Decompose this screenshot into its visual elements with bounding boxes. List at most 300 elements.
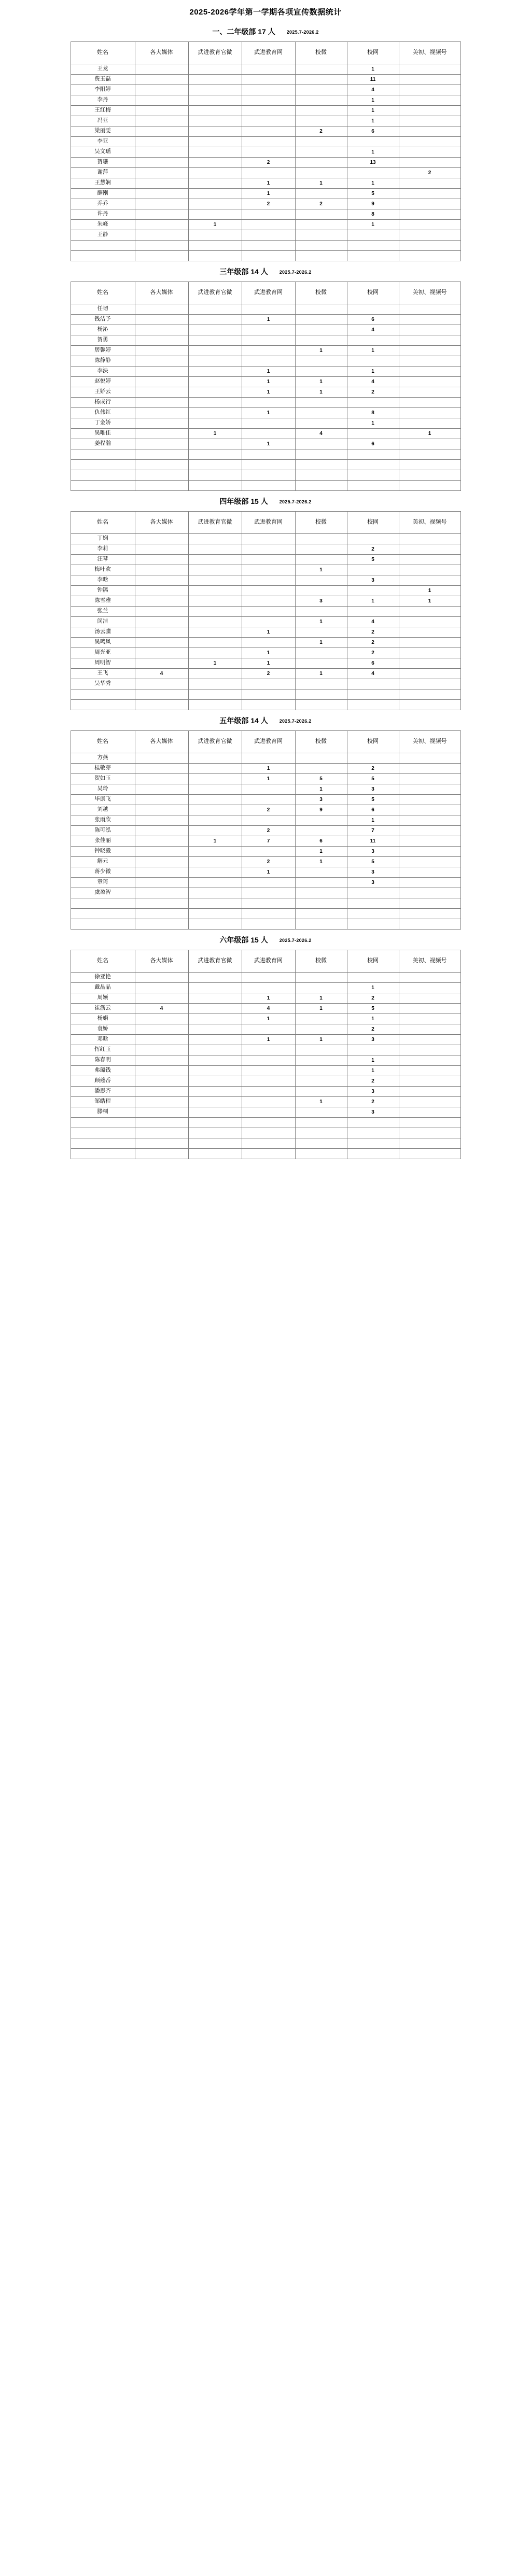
- cell-wjw: [242, 137, 295, 147]
- cell-media: [135, 627, 188, 638]
- cell-name: 张佳丽: [71, 836, 135, 847]
- cell-xwang: [347, 1118, 399, 1128]
- table-row: [71, 679, 460, 689]
- table-row: [71, 137, 460, 147]
- cell-media: [135, 617, 188, 627]
- cell-name: 李阳婷: [71, 85, 135, 95]
- cell-xwang: [347, 565, 399, 575]
- cell-xw: [295, 1107, 347, 1118]
- cell-name: 蒋少微: [71, 867, 135, 878]
- cell-xw: [295, 627, 347, 638]
- cell-wjw: [242, 64, 295, 75]
- cell-media: [135, 189, 188, 199]
- cell-xwang: [347, 449, 399, 460]
- cell-mc: [399, 398, 460, 408]
- cell-xw: 1: [295, 857, 347, 867]
- table-row: [71, 470, 460, 481]
- cell-xwang: [347, 700, 399, 710]
- cell-xw: [295, 826, 347, 836]
- cell-xwang: [347, 973, 399, 983]
- cell-mc: [399, 544, 460, 555]
- cell-xwang: [347, 1128, 399, 1138]
- cell-mc: [399, 1014, 460, 1024]
- cell-xw: [295, 1076, 347, 1087]
- cell-mc: [399, 836, 460, 847]
- cell-mc: [399, 1138, 460, 1149]
- cell-wjw: [242, 607, 295, 617]
- cell-wjgw: [188, 1055, 242, 1066]
- cell-mc: 1: [399, 586, 460, 596]
- cell-wjgw: [188, 544, 242, 555]
- table-row: [71, 367, 460, 377]
- cell-xwang: [347, 753, 399, 764]
- cell-xwang: [347, 586, 399, 596]
- cell-xw: [295, 220, 347, 230]
- column-header-mc: 美初、视频号: [399, 512, 460, 534]
- cell-xw: [295, 158, 347, 168]
- cell-wjgw: [188, 784, 242, 795]
- cell-xw: [295, 867, 347, 878]
- cell-wjw: [242, 575, 295, 586]
- cell-wjw: [242, 470, 295, 481]
- cell-wjw: [242, 753, 295, 764]
- cell-wjw: [242, 1045, 295, 1055]
- cell-wjgw: [188, 669, 242, 679]
- table-row: [71, 147, 460, 158]
- table-row: [71, 867, 460, 878]
- cell-name: 陈静静: [71, 356, 135, 367]
- cell-xwang: [347, 679, 399, 689]
- cell-wjgw: [188, 534, 242, 544]
- cell-name: 方燕: [71, 753, 135, 764]
- cell-media: [135, 470, 188, 481]
- table-header-row: [71, 282, 460, 304]
- cell-wjw: [242, 1087, 295, 1097]
- cell-mc: [399, 1055, 460, 1066]
- cell-media: [135, 909, 188, 919]
- cell-mc: [399, 919, 460, 930]
- cell-media: [135, 209, 188, 220]
- cell-name: 章琦: [71, 878, 135, 888]
- cell-wjw: [242, 449, 295, 460]
- cell-wjw: [242, 251, 295, 261]
- table-row: [71, 387, 460, 398]
- cell-name: 钟晓毅: [71, 847, 135, 857]
- cell-xwang: [347, 398, 399, 408]
- cell-name: 居馨婷: [71, 346, 135, 356]
- column-header-name: 姓名: [71, 42, 135, 64]
- cell-wjgw: [188, 116, 242, 126]
- cell-xwang: 5: [347, 774, 399, 784]
- cell-xw: [295, 147, 347, 158]
- cell-mc: [399, 75, 460, 85]
- cell-xw: [295, 470, 347, 481]
- table-row: [71, 596, 460, 607]
- cell-xw: [295, 555, 347, 565]
- cell-name: [71, 909, 135, 919]
- cell-mc: [399, 230, 460, 241]
- cell-wjw: [242, 398, 295, 408]
- cell-media: [135, 387, 188, 398]
- cell-xw: [295, 1138, 347, 1149]
- table-row: [71, 449, 460, 460]
- table-row: [71, 209, 460, 220]
- cell-media: [135, 534, 188, 544]
- cell-wjw: 1: [242, 439, 295, 449]
- cell-media: 4: [135, 1004, 188, 1014]
- table-row: [71, 669, 460, 679]
- cell-mc: [399, 158, 460, 168]
- cell-wjgw: [188, 168, 242, 178]
- cell-xwang: 2: [347, 627, 399, 638]
- cell-xwang: [347, 335, 399, 346]
- cell-name: [71, 898, 135, 909]
- cell-mc: [399, 377, 460, 387]
- cell-media: [135, 429, 188, 439]
- table-row: [71, 774, 460, 784]
- column-header-name: 姓名: [71, 731, 135, 753]
- cell-name: 周颖: [71, 993, 135, 1004]
- cell-media: [135, 1128, 188, 1138]
- cell-wjw: 1: [242, 178, 295, 189]
- table-row: [71, 555, 460, 565]
- cell-wjgw: [188, 209, 242, 220]
- cell-wjgw: [188, 1138, 242, 1149]
- cell-xw: [295, 1014, 347, 1024]
- cell-wjw: 1: [242, 189, 295, 199]
- cell-mc: [399, 898, 460, 909]
- table-row: [71, 158, 460, 168]
- cell-name: [71, 700, 135, 710]
- cell-mc: [399, 826, 460, 836]
- table-row: [71, 658, 460, 669]
- cell-wjw: [242, 565, 295, 575]
- column-header-xwang: 校网: [347, 282, 399, 304]
- table-header-row: [71, 950, 460, 973]
- statistics-table: [71, 281, 461, 491]
- cell-wjw: 1: [242, 627, 295, 638]
- cell-name: [71, 1118, 135, 1128]
- table-row: [71, 398, 460, 408]
- cell-wjw: [242, 544, 295, 555]
- cell-wjw: [242, 847, 295, 857]
- column-header-name: 姓名: [71, 512, 135, 534]
- table-row: [71, 418, 460, 429]
- cell-xwang: 6: [347, 658, 399, 669]
- table-row: [71, 764, 460, 774]
- cell-mc: [399, 679, 460, 689]
- cell-xwang: 1: [347, 147, 399, 158]
- cell-wjw: [242, 429, 295, 439]
- cell-xw: [295, 1087, 347, 1097]
- cell-wjw: [242, 85, 295, 95]
- cell-wjw: [242, 460, 295, 470]
- cell-name: 贺勇: [71, 335, 135, 346]
- cell-mc: [399, 251, 460, 261]
- cell-mc: [399, 241, 460, 251]
- cell-name: 刘越: [71, 805, 135, 815]
- column-header-xw: 校微: [295, 42, 347, 64]
- cell-xw: [295, 367, 347, 377]
- cell-mc: [399, 387, 460, 398]
- column-header-mc: 美初、视频号: [399, 282, 460, 304]
- cell-name: 桂敬芽: [71, 764, 135, 774]
- table-row: [71, 75, 460, 85]
- cell-media: [135, 418, 188, 429]
- cell-wjgw: [188, 857, 242, 867]
- table-row: [71, 1118, 460, 1128]
- cell-wjgw: [188, 764, 242, 774]
- cell-xwang: 2: [347, 638, 399, 648]
- cell-xwang: 4: [347, 325, 399, 335]
- cell-xwang: 5: [347, 1004, 399, 1014]
- table-row: [71, 815, 460, 826]
- cell-wjw: 4: [242, 1004, 295, 1014]
- cell-name: 谢萍: [71, 168, 135, 178]
- spacer: [0, 17, 531, 21]
- cell-name: [71, 481, 135, 491]
- cell-wjgw: [188, 888, 242, 898]
- cell-media: [135, 805, 188, 815]
- cell-xw: [295, 689, 347, 700]
- cell-xwang: 3: [347, 878, 399, 888]
- cell-wjgw: [188, 607, 242, 617]
- cell-wjgw: [188, 1107, 242, 1118]
- cell-wjw: [242, 909, 295, 919]
- cell-xwang: [347, 919, 399, 930]
- cell-media: [135, 648, 188, 658]
- cell-xw: [295, 973, 347, 983]
- cell-media: [135, 408, 188, 418]
- cell-media: [135, 1055, 188, 1066]
- cell-wjw: 1: [242, 1035, 295, 1045]
- cell-mc: [399, 1004, 460, 1014]
- cell-wjgw: [188, 627, 242, 638]
- cell-mc: [399, 815, 460, 826]
- cell-name: 陈雪雅: [71, 596, 135, 607]
- cell-name: 任韧: [71, 304, 135, 315]
- cell-mc: [399, 795, 460, 805]
- cell-wjw: 1: [242, 993, 295, 1004]
- table-row: [71, 805, 460, 815]
- cell-media: [135, 1076, 188, 1087]
- cell-xwang: [347, 1138, 399, 1149]
- cell-media: [135, 836, 188, 847]
- cell-xwang: 6: [347, 439, 399, 449]
- table-row: [71, 784, 460, 795]
- cell-media: [135, 367, 188, 377]
- column-header-mc: 美初、视频号: [399, 42, 460, 64]
- table-row: [71, 1024, 460, 1035]
- cell-mc: [399, 335, 460, 346]
- cell-xwang: [347, 137, 399, 147]
- table-row: [71, 627, 460, 638]
- table-row: [71, 586, 460, 596]
- cell-name: 薛刚: [71, 189, 135, 199]
- cell-media: [135, 315, 188, 325]
- table-row: [71, 888, 460, 898]
- cell-mc: [399, 470, 460, 481]
- column-header-wjw: 武进教育网: [242, 950, 295, 973]
- cell-mc: [399, 983, 460, 993]
- cell-mc: [399, 1097, 460, 1107]
- cell-xw: [295, 1118, 347, 1128]
- column-header-xw: 校微: [295, 950, 347, 973]
- cell-xw: 9: [295, 805, 347, 815]
- cell-xwang: 6: [347, 315, 399, 325]
- cell-name: 仇伟红: [71, 408, 135, 418]
- cell-xwang: 1: [347, 367, 399, 377]
- cell-xw: [295, 575, 347, 586]
- cell-xwang: 1: [347, 1066, 399, 1076]
- table-row: [71, 617, 460, 627]
- cell-media: [135, 346, 188, 356]
- cell-wjgw: [188, 1118, 242, 1128]
- cell-xw: [295, 408, 347, 418]
- cell-mc: [399, 1118, 460, 1128]
- cell-media: [135, 158, 188, 168]
- table-header-row: [71, 731, 460, 753]
- cell-wjgw: [188, 1024, 242, 1035]
- section-heading-label: 一、二年级部 17 人: [212, 27, 275, 36]
- cell-media: [135, 481, 188, 491]
- cell-name: 毕康飞: [71, 795, 135, 805]
- cell-xwang: [347, 429, 399, 439]
- cell-mc: [399, 1045, 460, 1055]
- cell-wjgw: [188, 648, 242, 658]
- table-row: [71, 230, 460, 241]
- table-row: [71, 919, 460, 930]
- cell-xwang: 2: [347, 648, 399, 658]
- table-row: [71, 898, 460, 909]
- cell-media: [135, 575, 188, 586]
- cell-name: 解元: [71, 857, 135, 867]
- cell-xw: [295, 439, 347, 449]
- cell-xwang: 1: [347, 596, 399, 607]
- cell-media: [135, 993, 188, 1004]
- section-period: 2025.7-2026.2: [279, 719, 312, 724]
- column-header-wjgw: 武进教育官微: [188, 282, 242, 304]
- cell-xwang: 11: [347, 75, 399, 85]
- table-row: [71, 116, 460, 126]
- cell-mc: [399, 617, 460, 627]
- column-header-wjw: 武进教育网: [242, 512, 295, 534]
- cell-wjgw: [188, 408, 242, 418]
- cell-wjgw: [188, 919, 242, 930]
- cell-wjgw: [188, 700, 242, 710]
- cell-xwang: [347, 460, 399, 470]
- cell-wjw: [242, 878, 295, 888]
- cell-media: [135, 199, 188, 209]
- cell-name: 梁丽雯: [71, 126, 135, 137]
- cell-mc: [399, 658, 460, 669]
- cell-wjgw: [188, 983, 242, 993]
- cell-xw: 1: [295, 178, 347, 189]
- cell-xwang: 2: [347, 544, 399, 555]
- cell-wjw: 1: [242, 377, 295, 387]
- column-header-mc: 美初、视频号: [399, 950, 460, 973]
- cell-xw: 1: [295, 669, 347, 679]
- cell-xwang: [347, 607, 399, 617]
- cell-wjgw: [188, 137, 242, 147]
- cell-xw: [295, 230, 347, 241]
- cell-wjw: [242, 700, 295, 710]
- cell-xw: [295, 909, 347, 919]
- cell-mc: [399, 325, 460, 335]
- cell-mc: [399, 147, 460, 158]
- cell-name: [71, 460, 135, 470]
- cell-wjw: [242, 638, 295, 648]
- cell-wjgw: [188, 753, 242, 764]
- cell-xw: 1: [295, 784, 347, 795]
- cell-wjw: [242, 335, 295, 346]
- cell-mc: 1: [399, 429, 460, 439]
- cell-xw: [295, 753, 347, 764]
- cell-xwang: 1: [347, 106, 399, 116]
- cell-media: [135, 126, 188, 137]
- cell-wjw: [242, 116, 295, 126]
- cell-mc: [399, 638, 460, 648]
- cell-media: [135, 116, 188, 126]
- table-row: [71, 335, 460, 346]
- cell-mc: [399, 1024, 460, 1035]
- table-row: [71, 1055, 460, 1066]
- cell-xw: [295, 919, 347, 930]
- cell-mc: [399, 689, 460, 700]
- cell-xwang: 13: [347, 158, 399, 168]
- table-row: [71, 607, 460, 617]
- table-row: [71, 534, 460, 544]
- cell-mc: [399, 220, 460, 230]
- cell-xw: [295, 1066, 347, 1076]
- cell-name: 陈可泓: [71, 826, 135, 836]
- cell-wjgw: [188, 158, 242, 168]
- cell-media: [135, 449, 188, 460]
- cell-name: 虞盈智: [71, 888, 135, 898]
- table-row: [71, 241, 460, 251]
- column-header-wjgw: 武进教育官微: [188, 950, 242, 973]
- cell-xwang: 1: [347, 418, 399, 429]
- cell-xw: [295, 335, 347, 346]
- cell-xw: [295, 189, 347, 199]
- cell-wjw: 1: [242, 408, 295, 418]
- table-row: [71, 878, 460, 888]
- cell-xwang: 1: [347, 1055, 399, 1066]
- cell-media: [135, 335, 188, 346]
- cell-media: [135, 95, 188, 106]
- cell-wjw: [242, 346, 295, 356]
- cell-xwang: 2: [347, 1076, 399, 1087]
- cell-media: [135, 325, 188, 335]
- section-period: 2025.7-2026.2: [279, 499, 312, 504]
- column-header-xw: 校微: [295, 282, 347, 304]
- cell-xw: 2: [295, 199, 347, 209]
- cell-xwang: [347, 481, 399, 491]
- cell-wjw: [242, 1118, 295, 1128]
- table-row: [71, 220, 460, 230]
- cell-xw: 1: [295, 387, 347, 398]
- table-row: [71, 64, 460, 75]
- cell-xwang: 6: [347, 126, 399, 137]
- cell-wjw: [242, 1055, 295, 1066]
- cell-wjgw: [188, 398, 242, 408]
- table-row: [71, 565, 460, 575]
- cell-name: [71, 251, 135, 261]
- table-row: [71, 638, 460, 648]
- statistics-table: [71, 730, 461, 930]
- cell-wjw: 2: [242, 158, 295, 168]
- section-heading: [0, 935, 531, 945]
